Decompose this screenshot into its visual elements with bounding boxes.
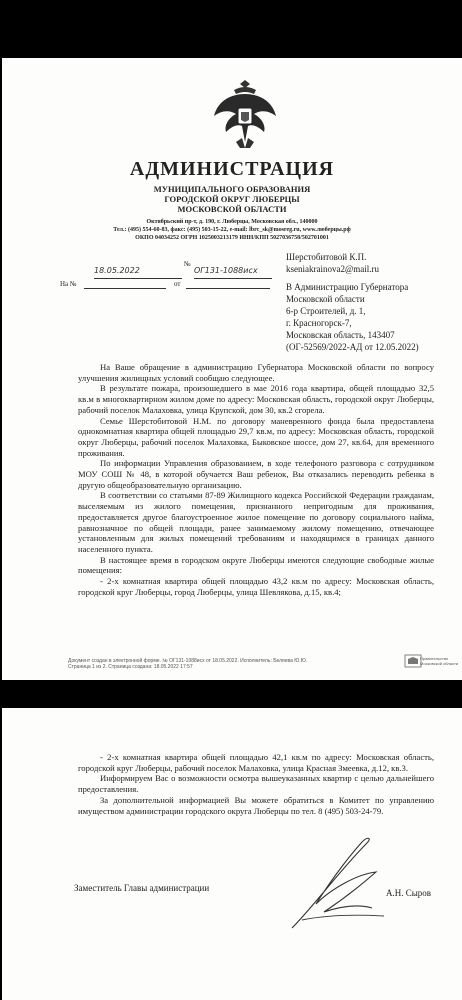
addressee-line-6: (ОГ-52569/2022-АД от 12.05.2022) [286, 342, 419, 352]
outgoing-number: ОГ131-1088исх [194, 266, 258, 275]
outgoing-date-line [94, 260, 182, 279]
org-registry: ОКПО 04034252 ОГРН 1025003213179 ИНН/КПП 5027036758/502701001 [135, 235, 329, 241]
coat-of-arms-emblem [212, 80, 278, 150]
letter-body-continued [78, 752, 434, 816]
addressee-line-4: г. Красногорск-7, [286, 318, 352, 328]
page2-paragraph-1: - 2-х комнатная квартира общей площадью 42,1 кв.м по адресу: Московская область, городской круг Люберцы, рабочий поселок Малаховка, улица Красная Змеевка, д.12, кв.3. [78, 752, 434, 773]
body-paragraph-1: На Ваше обращение в администрацию Губернатора Московской области по вопросу улучшения жилищных условий сообщаю следующее. [78, 362, 434, 383]
body-paragraph-3: Семье Шерстобитовой Н.М. по договору маневренного фонда была предоставлена однокомнатная квартира общей площадью 29,7 кв.м, по адресу: Московская область, городской округ Люберцы, рабочий поселок Малаховка, Быковское шоссе, дом 27, кв.64, для временного проживания. [78, 415, 434, 458]
addressee-line-2: Московской области [286, 294, 365, 304]
body-paragraph-6: В настоящее время в городском округе Люберцы имеются следующие свободные жилые помещения: [78, 554, 434, 576]
outgoing-number-label: № [184, 260, 191, 268]
org-title: АДМИНИСТРАЦИЯ [129, 158, 335, 180]
addressee-line-5: Московская область, 143407 [286, 330, 395, 340]
body-paragraph-5: В соответствии со статьями 87-89 Жилищного кодекса Российской Федерации гражданам, выселяемым из жилого помещения, признанного непригодным для проживания, предоставляется другое благоустроенное жилое помещение по договору социального найма, равнозначное по общей площади, ранее занимаемому жилому помещению, отвечающее установленным для жилых помещений требованиям и находящимся в границах данного населенного пункта. [78, 490, 434, 554]
outgoing-number-line [194, 260, 272, 279]
letter-body [78, 362, 434, 597]
signer-title: Заместитель Главы администрации [74, 883, 210, 893]
body-paragraph-4: По информации Управления образованием, в ходе телефоного разговора с сотрудником МОУ СОШ № 48, в которой обучается Ваш ребенок, Вы отказались переводить ребенка в другую общеобразовательную организацию. [78, 458, 434, 490]
org-contacts: Тел.: (495) 554-60-83, факс: (495) 503-15-22, e-mail: lbrc_sk@mosreg.ru, www.люберцы.рф [113, 227, 351, 233]
body-paragraph-2: В результате пожара, произошедшего в мае 2016 года квартира, общей площадью 32,5 кв.м в многоквартирном жилом доме по адресу: Московская область, городской округ Люберцы, рабочий поселок Малаховка, улица Крупской, дом 30, кв.2 сгорела. [78, 383, 434, 415]
footer-line-2: Страница 1 из 2. Страница создана: 18.05.2022 17:57 [68, 664, 193, 670]
reference-number-label: На № [60, 280, 77, 288]
addressee-name: Шерстобитовой К.П. [286, 252, 367, 262]
body-paragraph-7: - 2-х комнатная квартира общей площадью 43,2 кв.м по адресу: Московская область, городской круг Люберцы, город Люберцы, улица Шевлякова, д.15, кв.4; [78, 576, 434, 597]
footer-line-1: Документ создан в электронной форме. № ОГ131-1088исх от 18.05.2022. Исполнитель: Беляева Ю.Ю. [68, 658, 308, 664]
org-subtitle-1: МУНИЦИПАЛЬНОГО ОБРАЗОВАНИЯ [153, 184, 311, 194]
reference-date-line [186, 288, 270, 289]
addressee-email: kseniakrainova2@mail.ru [286, 264, 380, 274]
outgoing-date: 18.05.2022 [94, 266, 140, 275]
letter-page-2 [2, 708, 462, 1000]
org-subtitle-3: МОСКОВСКОЙ ОБЛАСТИ [177, 204, 287, 214]
letter-page-1 [2, 58, 462, 680]
reference-date-label: от [174, 280, 181, 288]
document-footer [68, 658, 307, 670]
signer-name: А.Н. Сыров [386, 888, 432, 898]
reference-number-line [84, 288, 166, 289]
page2-paragraph-2: Информируем Вас о возможности осмотра вышеуказанных квартир с целью дальнейшего предоставления. [78, 773, 434, 795]
org-address: Октябрьский пр-т, д. 190, г. Люберцы, Московская обл., 140000 [146, 219, 318, 225]
org-subtitle-2: ГОРОДСКОЙ ОКРУГ ЛЮБЕРЦЫ [164, 194, 300, 204]
page2-paragraph-3: За дополнительной информацией Вы можете обратиться в Комитет по управлению имуществом администрации городского округа Люберцы по тел. 8 (495) 503-24-79. [78, 794, 434, 816]
handwritten-signature [272, 828, 402, 938]
addressee-line-3: 6-р Строителей, д. 1, [286, 306, 366, 316]
addressee-line-1: В Администрацию Губернатора [286, 282, 409, 292]
stamp-label: Правительство Московской области [420, 656, 459, 666]
